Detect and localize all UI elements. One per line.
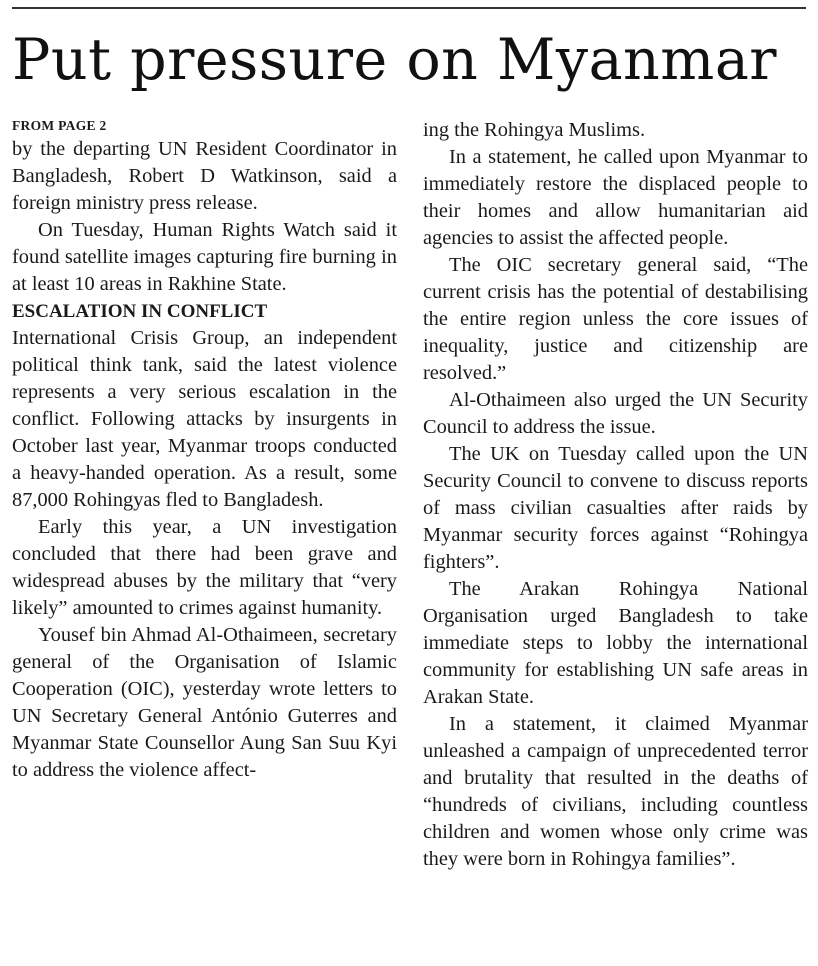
article-column-right xyxy=(423,117,808,873)
paragraph: The OIC secretary general said, “The current crisis has the potential of destabilising the entire region unless the core issues of inequality, justice and citizenship are resolved.” xyxy=(423,254,808,384)
paragraph: Early this year, a UN investigation concluded that there had been grave and widespread abuses by the military that “very likely” amounted to crimes against humanity. xyxy=(12,516,397,619)
paragraph: ing the Rohingya Muslims. xyxy=(423,119,646,141)
paragraph: by the departing UN Resident Coordinator in Bangladesh, Robert D Watkinson, said a foreign ministry press release. xyxy=(12,138,397,214)
top-rule xyxy=(12,7,806,9)
paragraph: International Crisis Group, an independent political think tank, said the latest violence represents a very serious escalation in the conflict. Following attacks by insurgents in October last year, Myanmar troops conducted a heavy-handed operation. As a result, some 87,000 Rohingyas fled to Bangladesh. xyxy=(12,327,397,511)
paragraph: In a statement, he called upon Myanmar to immediately restore the displaced people to their homes and allow humanitarian aid agencies to assist the affected people. xyxy=(423,146,808,249)
paragraph: The UK on Tuesday called upon the UN Security Council to convene to discuss reports of mass civilian casualties after raids by Myanmar security forces against “Rohingya fighters”. xyxy=(423,443,808,573)
subheading: ESCALATION IN CONFLICT xyxy=(12,301,268,322)
paragraph: Yousef bin Ahmad Al-Othaimeen, secretary general of the Organisation of Islamic Cooperation (OIC), yesterday wrote letters to UN Secretary General António Guterres and Myanmar State Counsellor Aung San Suu Kyi to address the violence affect- xyxy=(12,624,397,781)
paragraph: Al-Othaimeen also urged the UN Security Council to address the issue. xyxy=(423,389,808,438)
paragraph: On Tuesday, Human Rights Watch said it found satellite images capturing fire burning in at least 10 areas in Rakhine State. xyxy=(12,219,397,295)
article-column-left xyxy=(12,117,397,784)
paragraph: In a statement, it claimed Myanmar unleashed a campaign of unprecedented terror and brutality that resulted in the deaths of “hundreds of civilians, including countless children and women whose only crime was they were born in Rohingya families”. xyxy=(423,713,808,870)
jump-line: FROM PAGE 2 xyxy=(12,118,107,133)
headline: Put pressure on Myanmar xyxy=(12,27,778,93)
paragraph: The Arakan Rohingya National Organisation urged Bangladesh to take immediate steps to lobby the international community for establishing UN safe areas in Arakan State. xyxy=(423,578,808,708)
